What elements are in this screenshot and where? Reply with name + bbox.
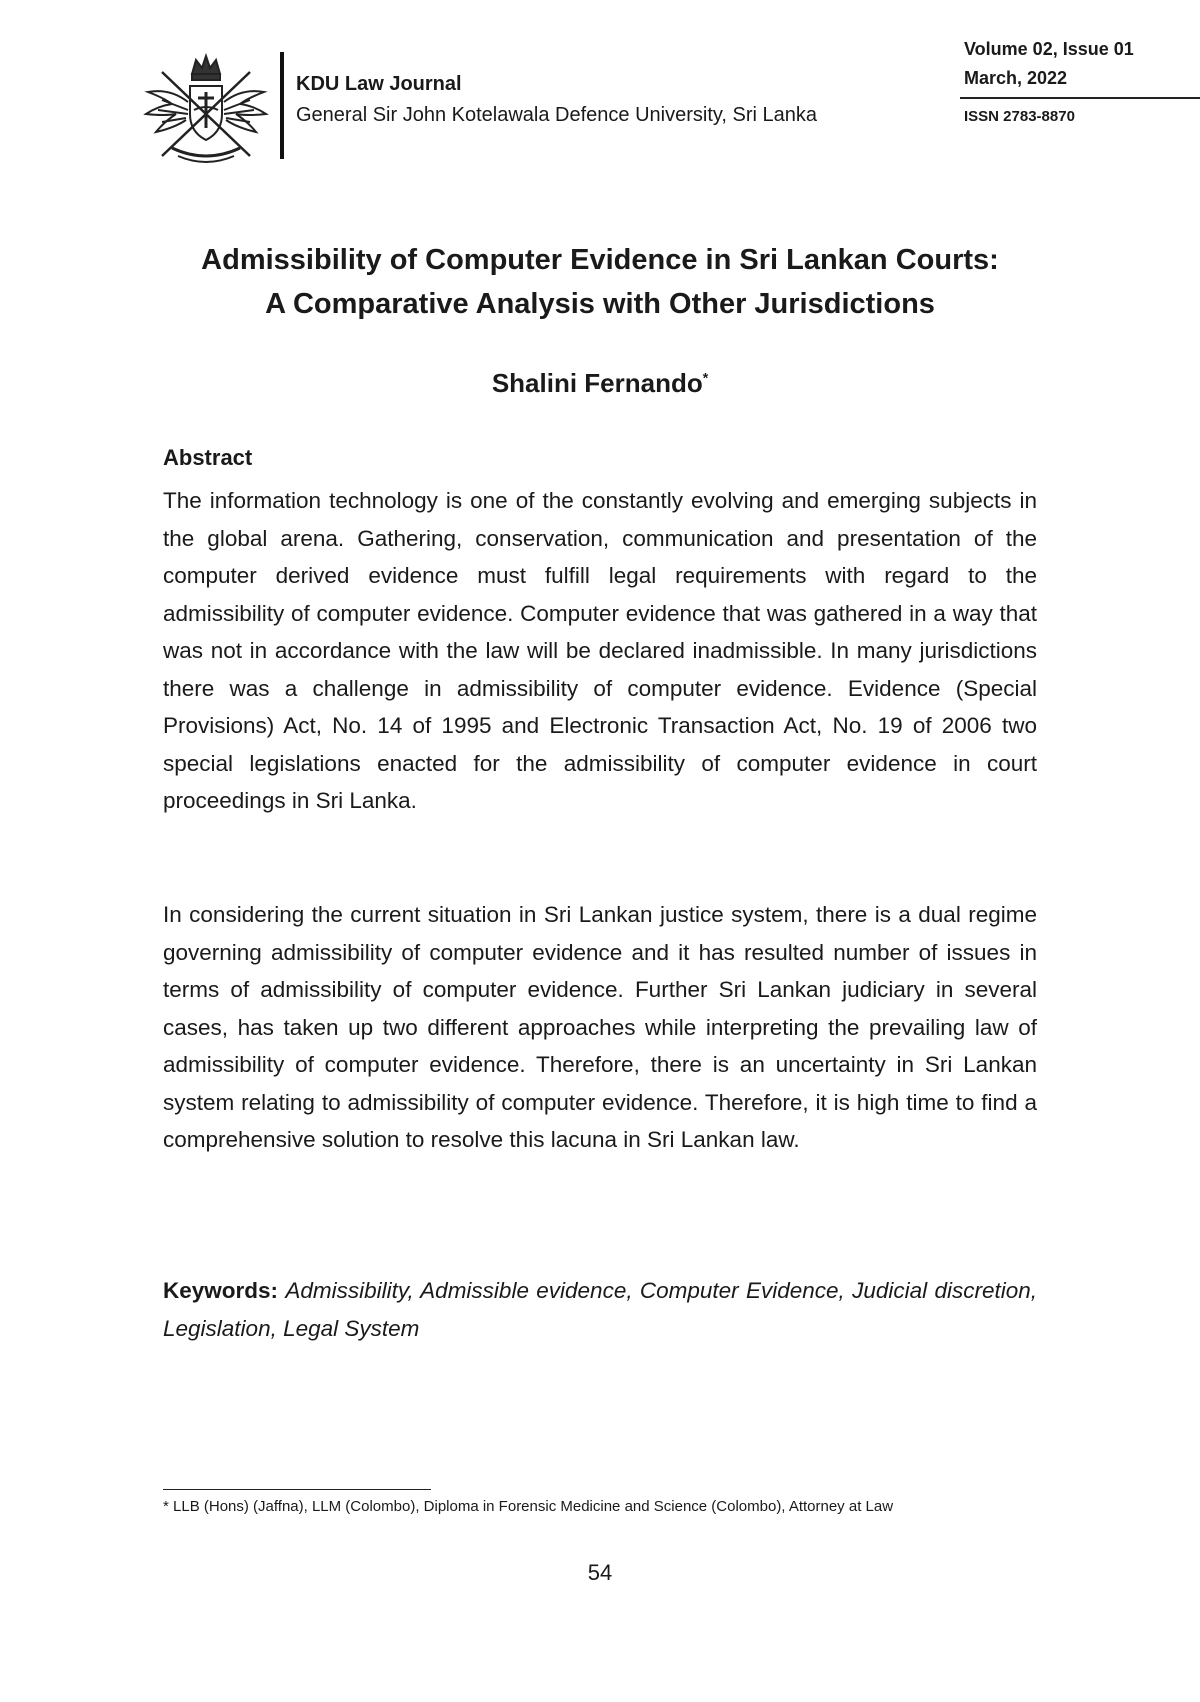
title-line-2: A Comparative Analysis with Other Jurisdictions	[265, 288, 935, 320]
publication-date: March, 2022	[964, 68, 1068, 88]
journal-name: KDU Law Journal	[296, 73, 462, 95]
volume-issue: Volume 02, Issue 01	[964, 39, 1134, 59]
journal-university: General Sir John Kotelawala Defence University, Sri Lanka	[296, 104, 817, 126]
issn: ISSN 2783-8870	[964, 108, 1075, 125]
abstract-paragraph-1: The information technology is one of the constantly evolving and emerging subjects in the global arena. Gathering, conservation, communication and presentation of the computer derived evidence must fulfill legal requirements with regard to the admissibility of computer evidence. Computer evidence that was gathered in a way that was not in accordance with the law will be declared inadmissible. In many jurisdictions there was a challenge in admissibility of computer evidence. Evidence (Special Provisions) Act, No. 14 of 1995 and Electronic Transaction Act, No. 19 of 2006 two special legislations enacted for the admissibility of computer evidence in court proceedings in Sri Lanka.	[163, 488, 1037, 813]
author-text: Shalini Fernando	[491, 368, 703, 398]
university-crest-icon	[142, 52, 270, 170]
keywords-text: Admissibility, Admissible evidence, Computer Evidence, Judicial discretion, Legislation, Legal System	[163, 1278, 1037, 1341]
keywords-label: Keywords:	[163, 1278, 279, 1303]
page-number: 54	[587, 1560, 613, 1585]
footnote-divider	[163, 1489, 431, 1490]
title-line-1: Admissibility of Computer Evidence in Sri Lankan Courts:	[201, 244, 999, 276]
article-title	[0, 238, 1200, 326]
author-footnote-mark: *	[702, 369, 709, 386]
abstract-heading: Abstract	[163, 445, 253, 470]
header-divider	[280, 52, 284, 159]
footnote: * LLB (Hons) (Jaffna), LLM (Colombo), Diploma in Forensic Medicine and Science (Colombo), Attorney at Law	[163, 1498, 894, 1515]
keywords	[163, 1272, 1037, 1347]
volume-divider	[960, 97, 1200, 99]
abstract-paragraph-2: In considering the current situation in Sri Lankan justice system, there is a dual regime governing admissibility of computer evidence and it has resulted number of issues in terms of admissibility of computer evidence. Further Sri Lankan judiciary in several cases, has taken up two different approaches while interpreting the prevailing law of admissibility of computer evidence. Therefore, there is an uncertainty in Sri Lankan system relating to admissibility of computer evidence. Therefore, it is high time to find a comprehensive solution to resolve this lacuna in Sri Lankan law.	[163, 902, 1037, 1152]
author-name	[0, 368, 1200, 399]
